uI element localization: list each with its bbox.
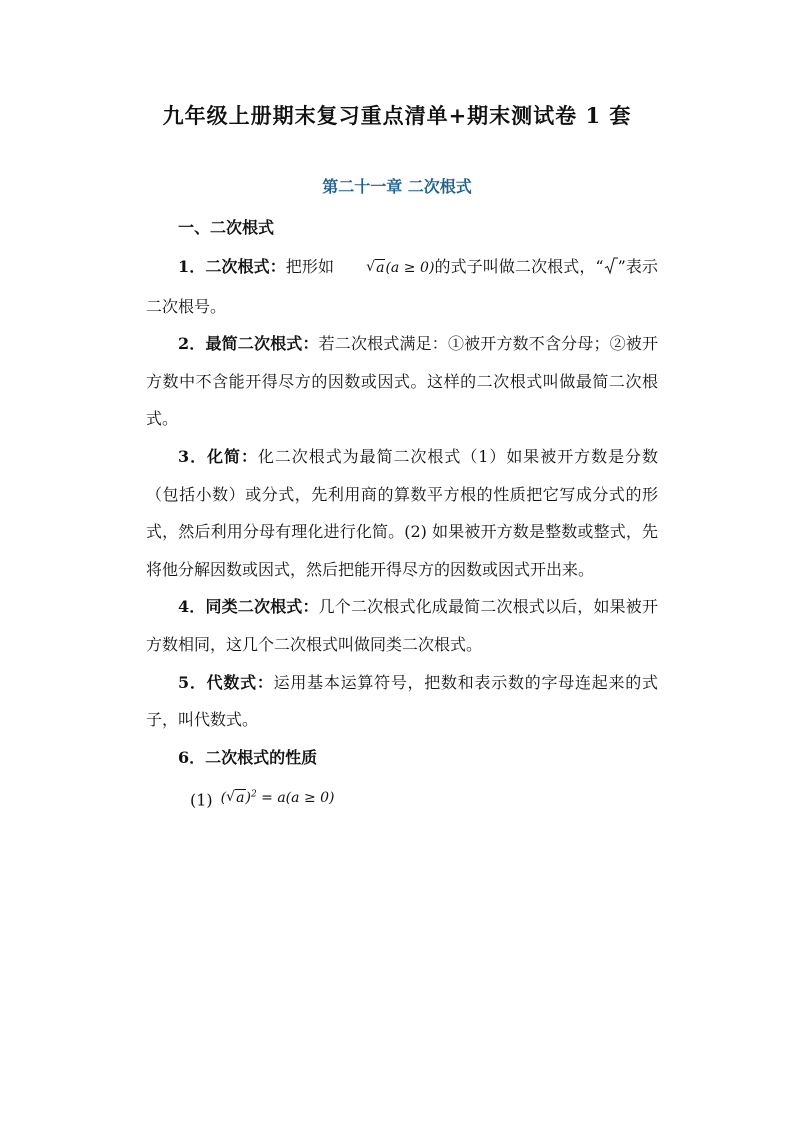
definition-item-4: [146, 588, 658, 663]
item-colon: ：: [302, 597, 319, 617]
item-text: 几个二次根式化成最简二次根式以后，如果被开方数相同，这几个二次根式叫做同类二次根式。: [146, 597, 658, 654]
item-number: 4．: [178, 597, 206, 617]
item-term: 同类二次根式: [205, 597, 303, 617]
property-label: (1): [190, 790, 213, 810]
definition-item-3: [146, 438, 658, 588]
chapter-title: 第二十一章 二次根式: [322, 177, 472, 196]
item-number: 1．: [178, 257, 206, 276]
section-heading: 一、二次根式: [178, 218, 275, 237]
property-formula: (√ a)$^2$ = a(a ≥ 0): [221, 790, 335, 806]
item-number: 3．: [178, 446, 208, 466]
item-term: 代数式: [206, 672, 257, 692]
item-text: 化二次根式为最简二次根式（1）如果被开方数是分数（包括小数）或分式，先利用商的算数平方根的性质把它写成分式的形式，然后利用分母有理化进行化简。(2) 如果被开方数是整数或整式，先将他分解因数或因式，然后把能开得尽方的因数或因式开出来。: [146, 446, 658, 579]
radical-sign: √ a: [226, 780, 245, 818]
item-text: 运用基本运算符号，把数和表示数的字母连起来的式子，叫代数式。: [146, 672, 658, 730]
document-title: 九年级上册期末复习重点清单+期末测试卷 1 套: [162, 103, 632, 128]
item-term: 最简二次根式: [205, 334, 303, 354]
sqrt-formula: √ a(a ≥ 0): [334, 260, 434, 276]
radical-sign: √ a: [334, 250, 385, 288]
item-text: ”表示二次根号。: [146, 257, 658, 316]
definition-item-2: [146, 325, 658, 438]
item-colon: ：: [240, 446, 258, 466]
item-number: 6．: [178, 747, 206, 767]
definition-item-5: [146, 664, 658, 739]
item-text: 若二次根式满足：①被开方数不含分母；②被开方数中不含能开得尽方的因数或因式。这样的二次根式叫做最简二次根式。: [146, 334, 658, 429]
document-body: [146, 248, 658, 820]
item-colon: ：: [256, 672, 274, 692]
item-number: 2．: [178, 334, 206, 354]
item-term: 二次根式: [205, 257, 270, 276]
definition-item-1: [146, 248, 658, 325]
item-term: 化简: [207, 446, 241, 466]
item-colon: ：: [302, 334, 319, 354]
item-number: 5．: [178, 672, 207, 692]
property-1: [146, 776, 658, 819]
radical-symbol-icon: [604, 257, 618, 275]
item-text: 的式子叫做二次根式，“: [434, 257, 604, 276]
definition-item-6: [146, 739, 658, 777]
item-colon: ：: [269, 257, 286, 276]
item-text: 把形如: [285, 257, 335, 276]
item-term: 二次根式的性质: [205, 747, 318, 767]
